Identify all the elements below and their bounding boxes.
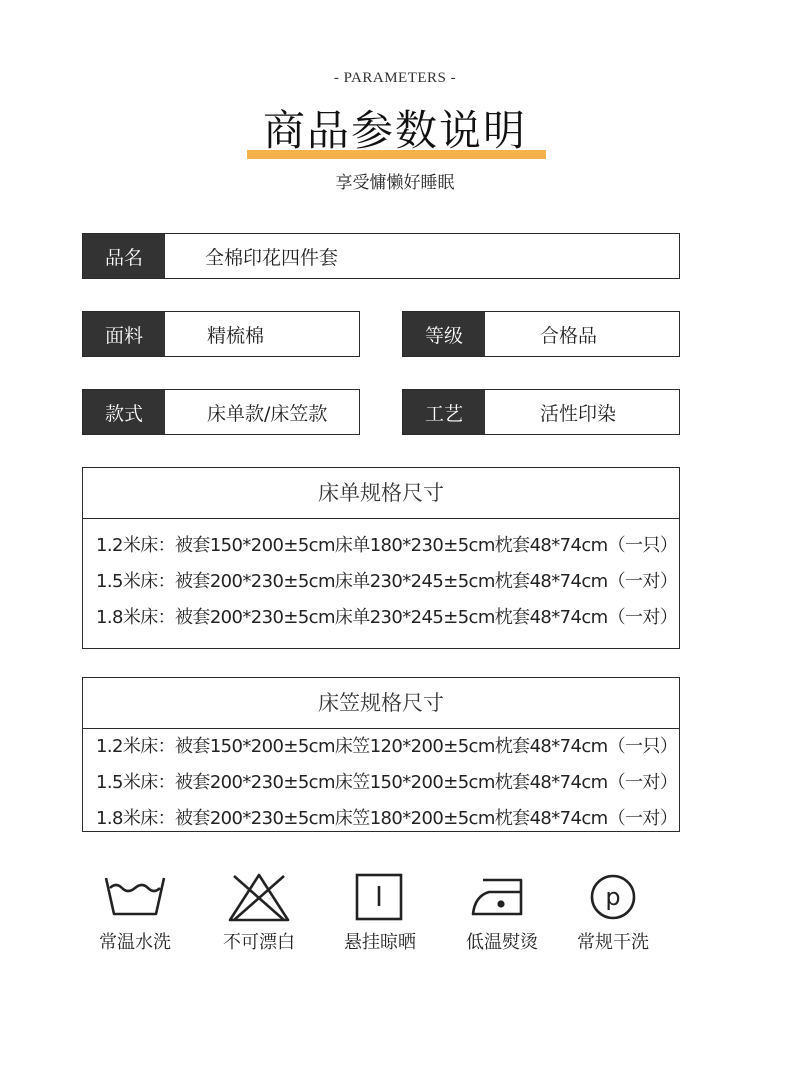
subtitle-en: - PARAMETERS -	[333, 70, 457, 86]
no-bleach-icon	[226, 872, 292, 922]
param-label-craft: 工艺	[403, 390, 485, 434]
hang-dry-icon	[347, 872, 413, 922]
param-row-style	[82, 389, 360, 435]
param-label-name: 品名	[83, 234, 165, 278]
param-row-name	[82, 233, 680, 279]
page-title: 商品参数说明	[262, 106, 527, 155]
dry-clean-p-icon	[580, 872, 646, 922]
param-label-fabric: 面料	[83, 312, 165, 356]
fitted-spec-line: 1.2米床：被套150*200±5cm床笠120*200±5cm枕套48*74cm（一只）	[96, 736, 678, 757]
care-label: 低温熨烫	[466, 932, 538, 953]
care-item-hang-dry	[320, 872, 440, 954]
param-label-style: 款式	[83, 390, 165, 434]
care-label: 不可漂白	[223, 932, 295, 953]
fitted-spec-title: 床笠规格尺寸	[83, 678, 679, 729]
care-item-wash	[75, 872, 195, 954]
param-value-grade: 合格品	[540, 324, 598, 347]
care-item-no-bleach	[199, 872, 319, 954]
wash-tub-icon	[102, 872, 168, 918]
param-label-grade: 等级	[403, 312, 485, 356]
param-value-fabric: 精梳棉	[207, 324, 265, 347]
care-label: 悬挂晾晒	[344, 932, 416, 953]
param-value-style: 床单款/床笠款	[207, 402, 328, 425]
dry-clean-glyph: p	[605, 883, 621, 911]
sheet-spec-line: 1.8米床：被套200*230±5cm床单230*245±5cm枕套48*74cm（一对）	[96, 607, 678, 628]
care-item-low-iron	[442, 872, 562, 954]
param-row-craft	[402, 389, 680, 435]
param-row-grade	[402, 311, 680, 357]
care-label: 常温水洗	[99, 932, 171, 953]
sheet-spec-table	[82, 467, 680, 649]
care-item-dry-clean	[553, 872, 673, 954]
fitted-spec-line: 1.8米床：被套200*230±5cm床笠180*200±5cm枕套48*74cm（一对）	[96, 808, 678, 829]
fitted-spec-line: 1.5米床：被套200*230±5cm床笠150*200±5cm枕套48*74cm（一对）	[96, 772, 678, 793]
fitted-spec-table	[82, 677, 680, 832]
param-value-craft: 活性印染	[540, 402, 617, 425]
care-label: 常规干洗	[577, 932, 649, 953]
param-row-fabric	[82, 311, 360, 357]
sheet-spec-title: 床单规格尺寸	[83, 468, 679, 519]
sheet-spec-line: 1.5米床：被套200*230±5cm床单230*245±5cm枕套48*74cm（一对）	[96, 571, 678, 592]
low-iron-icon	[469, 872, 535, 922]
param-value-name: 全棉印花四件套	[205, 246, 339, 269]
sheet-spec-line: 1.2米床：被套150*200±5cm床单180*230±5cm枕套48*74cm（一只）	[96, 535, 678, 556]
slogan: 享受慵懒好睡眠	[335, 173, 455, 193]
